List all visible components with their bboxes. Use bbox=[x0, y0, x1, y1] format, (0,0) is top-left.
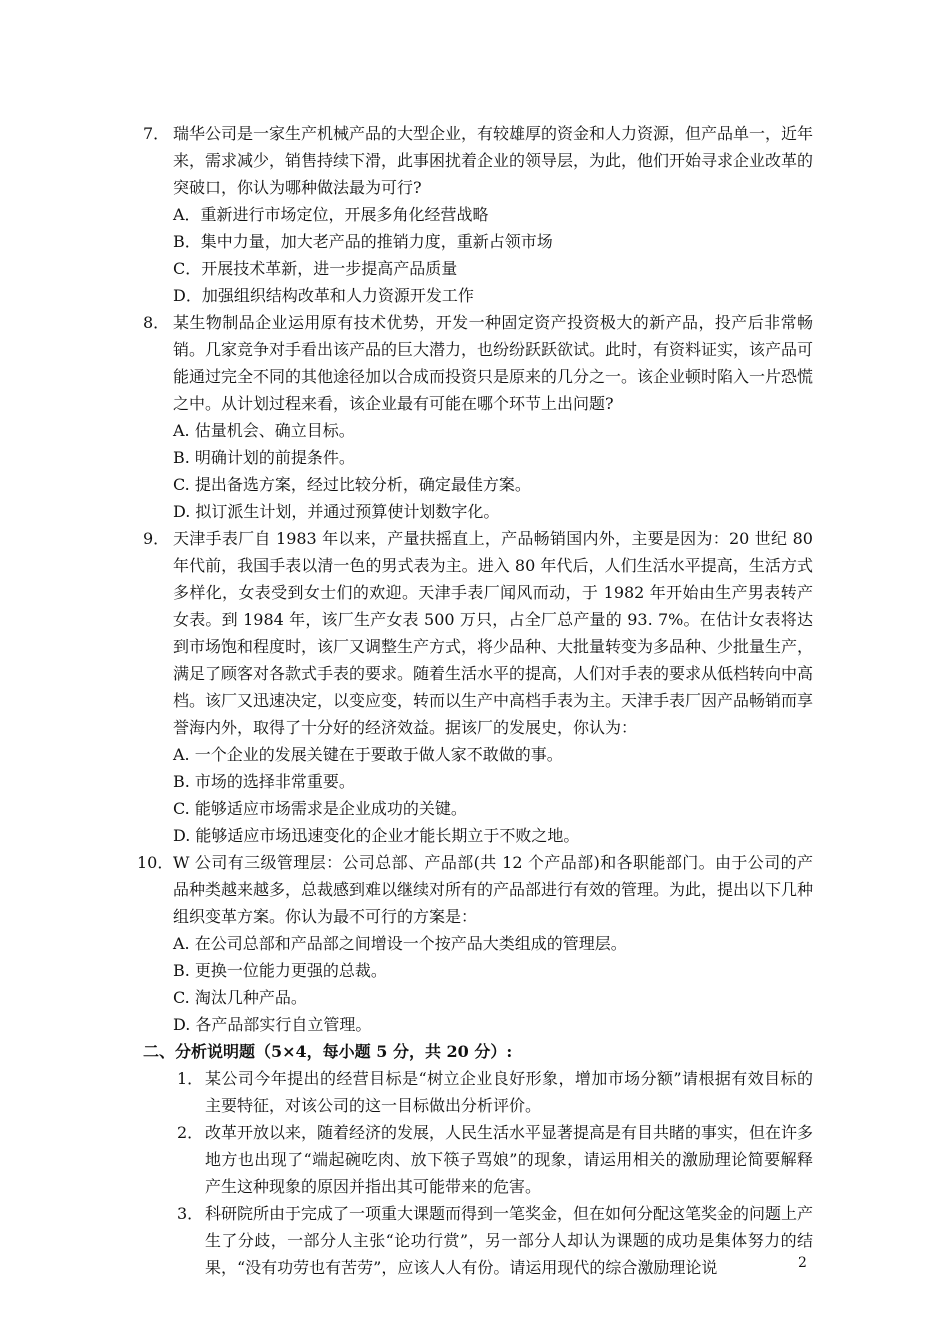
item-number: 1． bbox=[177, 1069, 204, 1088]
question-9 bbox=[143, 525, 813, 849]
option-list bbox=[173, 741, 813, 849]
option-a: A. 一个企业的发展关键在于要敢于做人家不敢做的事。 bbox=[173, 745, 563, 764]
question-8 bbox=[143, 309, 813, 525]
question-number: 8． bbox=[143, 313, 170, 332]
item-number: 2． bbox=[177, 1123, 204, 1142]
option-b: B. 市场的选择非常重要。 bbox=[173, 772, 355, 791]
question-number: 10． bbox=[137, 853, 174, 872]
option-list bbox=[173, 930, 813, 1038]
question-text: 某生物制品企业运用原有技术优势，开发一种固定资产投资极大的新产品，投产后非常畅销。几家竞争对手看出该产品的巨大潜力，也纷纷跃跃欲试。此时，有资料证实，该产品可能通过完全不同的其他途径加以合成而投资只是原来的几分之一。该企业顿时陷入一片恐慌之中。从计划过程来看，该企业最有可能在哪个环节上出问题? bbox=[173, 313, 814, 413]
option-b: B．集中力量，加大老产品的推销力度，重新占领市场 bbox=[173, 232, 553, 251]
page-content bbox=[137, 120, 814, 1281]
option-list bbox=[173, 201, 813, 309]
item-number: 3． bbox=[177, 1204, 204, 1223]
option-c: C. 能够适应市场需求是企业成功的关键。 bbox=[173, 799, 467, 818]
analysis-item-1 bbox=[143, 1065, 813, 1119]
item-text: 科研院所由于完成了一项重大课题而得到一笔奖金，但在如何分配这笔奖金的问题上产生了分歧，一部分人主张“论功行赏”，另一部分人却认为课题的成功是集体努力的结果，“没有功劳也有苦劳”，应该人人有份。请运用现代的综合激励理论说 bbox=[205, 1204, 814, 1277]
option-d: D．加强组织结构改革和人力资源开发工作 bbox=[173, 286, 474, 305]
page-number: 2 bbox=[798, 1255, 807, 1271]
item-text: 改革开放以来，随着经济的发展，人民生活水平显著提高是有目共睹的事实，但在许多地方也出现了“端起碗吃肉、放下筷子骂娘”的现象，请运用相关的激励理论简要解释产生这种现象的原因并指出其可能带来的危害。 bbox=[205, 1123, 814, 1196]
question-text: 天津手表厂自 1983 年以来，产量扶摇直上，产品畅销国内外，主要是因为：20 世纪 80 年代前，我国手表以清一色的男式表为主。进入 80 年代后，人们生活水平提高，生活方式多样化，女表受到女士们的欢迎。天津手表厂闻风而动，于 1982 年开始由生产男表转产女表。到 1984 年，该厂生产女表 500 万只，占全厂总产量的 93. 7%。在估计女表将达到市场饱和程度时，该厂又调整生产方式，将少品种、大批量转变为多品种、少批量生产，满足了顾客对各款式手表的要求。随着生活水平的提高，人们对手表的要求从低档转向中高档。该厂又迅速决定，以变应变，转而以生产中高档手表为主。天津手表厂因产品畅销而享誉海内外，取得了十分好的经济效益。据该厂的发展史，你认为： bbox=[173, 529, 814, 737]
question-text: 瑞华公司是一家生产机械产品的大型企业，有较雄厚的资金和人力资源，但产品单一，近年来，需求减少，销售持续下滑，此事困扰着企业的领导层，为此，他们开始寻求企业改革的突破口，你认为哪种做法最为可行? bbox=[173, 124, 814, 197]
option-a: A. 估量机会、确立目标。 bbox=[173, 421, 355, 440]
option-c: C. 提出备选方案，经过比较分析，确定最佳方案。 bbox=[173, 475, 531, 494]
option-b: B. 更换一位能力更强的总裁。 bbox=[173, 961, 387, 980]
item-text: 某公司今年提出的经营目标是“树立企业良好形象，增加市场分额”请根据有效目标的主要特征，对该公司的这一目标做出分析评价。 bbox=[205, 1069, 813, 1115]
question-10 bbox=[137, 849, 814, 1038]
option-d: D. 各产品部实行自立管理。 bbox=[173, 1015, 372, 1034]
option-a: A．重新进行市场定位，开展多角化经营战略 bbox=[173, 205, 489, 224]
option-b: B. 明确计划的前提条件。 bbox=[173, 448, 355, 467]
question-text: W 公司有三级管理层：公司总部、产品部(共 12 个产品部)和各职能部门。由于公司的产品种类越来越多，总裁感到难以继续对所有的产品部进行有效的管理。为此，提出以下几种组织变革方案。你认为最不可行的方案是： bbox=[173, 853, 814, 926]
question-7 bbox=[143, 120, 813, 309]
option-a: A. 在公司总部和产品部之间增设一个按产品大类组成的管理层。 bbox=[173, 934, 627, 953]
analysis-item-2 bbox=[143, 1119, 813, 1200]
option-list bbox=[173, 417, 813, 525]
option-d: D. 能够适应市场迅速变化的企业才能长期立于不败之地。 bbox=[173, 826, 580, 845]
analysis-item-3 bbox=[143, 1200, 813, 1281]
option-d: D. 拟订派生计划，并通过预算使计划数字化。 bbox=[173, 502, 500, 521]
question-number: 9． bbox=[143, 529, 170, 548]
option-c: C. 淘汰几种产品。 bbox=[173, 988, 307, 1007]
section-heading: 二、分析说明题（5×4，每小题 5 分，共 20 分）: bbox=[143, 1042, 513, 1061]
question-number: 7． bbox=[143, 124, 170, 143]
option-c: C．开展技术革新，进一步提高产品质量 bbox=[173, 259, 458, 278]
